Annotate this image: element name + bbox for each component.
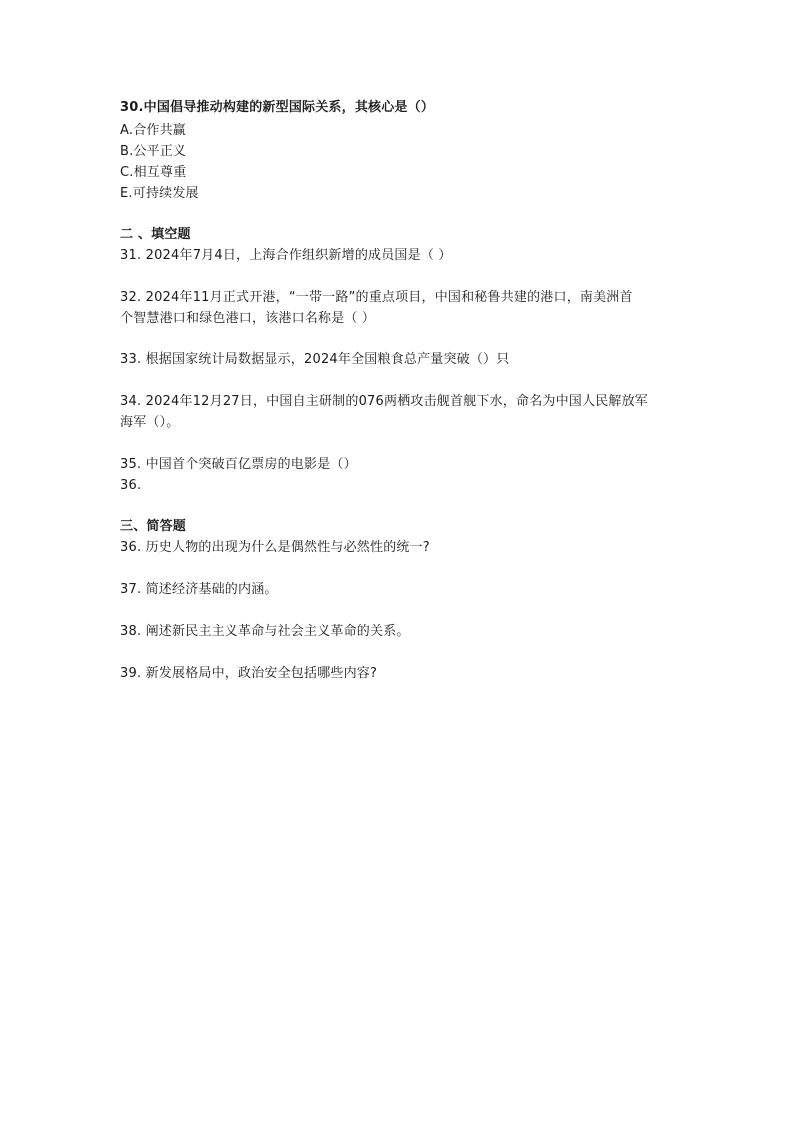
question-33: 33. 根据国家统计局数据显示，2024年全国粮食总产量突破（）只 (120, 352, 510, 367)
option-c: C.相互尊重 (120, 165, 187, 180)
question-39: 39. 新发展格局中，政治安全包括哪些内容? (120, 666, 378, 681)
question-31: 31. 2024年7月4日，上海合作组织新增的成员国是（ ） (120, 248, 452, 263)
section-heading-short-answer: 三、简答题 (120, 519, 187, 534)
question-35: 35. 中国首个突破百亿票房的电影是（） (120, 457, 357, 472)
question-36-stub: 36. (120, 478, 142, 493)
question-32-line-2: 个智慧港口和绿色港口，该港口名称是（ ） (120, 311, 376, 326)
question-30: 30.中国倡导推动构建的新型国际关系，其核心是（） (120, 100, 435, 115)
question-38: 38. 阐述新民主主义革命与社会主义革命的关系。 (120, 624, 410, 639)
question-34-line-2: 海军（）。 (120, 415, 180, 430)
question-36: 36. 历史人物的出现为什么是偶然性与必然性的统一? (120, 540, 430, 555)
section-heading-fill-blank: 二 、填空题 (120, 227, 191, 242)
option-a: A.合作共赢 (120, 123, 186, 138)
question-34-line-1: 34. 2024年12月27日，中国自主研制的076两栖攻击舰首舰下水，命名为中国人民解放军 (120, 394, 648, 409)
question-37: 37. 简述经济基础的内涵。 (120, 582, 278, 597)
option-b: B.公平正义 (120, 144, 187, 159)
option-e: E.可持续发展 (120, 186, 199, 201)
question-32-line-1: 32. 2024年11月正式开港，“一带一路”的重点项目，中国和秘鲁共建的港口，南美洲首 (120, 290, 633, 305)
